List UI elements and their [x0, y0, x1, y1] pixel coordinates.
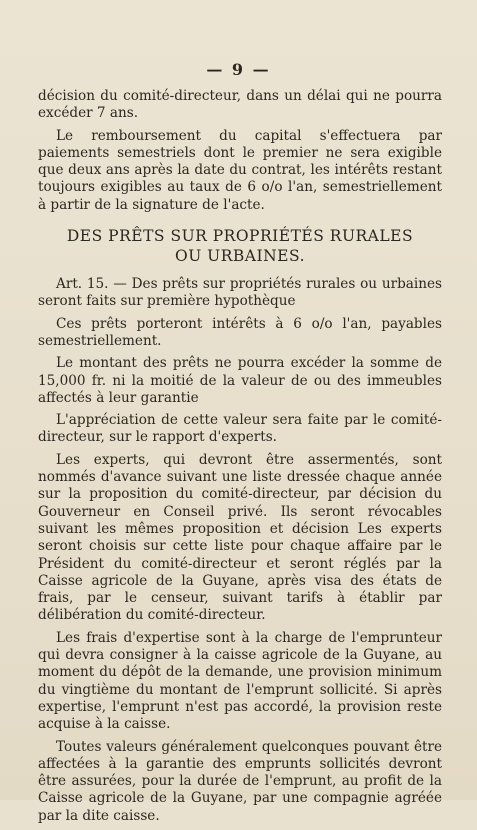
paragraph: décision du comité-directeur, dans un délai qui ne pourra excéder 7 ans. — [38, 88, 442, 122]
paragraph: Les experts, qui devront être assermentés, sont nommés d'avance suivant une liste dressée chaque année sur la proposition du comité-directeur, par décision du Gouverneur en Conseil privé. Ils seront révocables suivant les mêmes proposition et décision Les experts seront choisis sur cette liste pour chaque affaire par le Président du comité-directeur et seront réglés par la Caisse agricole de la Guyane, après visa des états de frais, par le censeur, suivant tarifs à établir par délibération du comité-directeur. — [38, 451, 442, 624]
section-heading — [38, 226, 442, 266]
section-heading-line: DES PRÊTS SUR PROPRIÉTÉS RURALES — [66, 227, 414, 246]
paragraph: Ces prêts porteront intérêts à 6 o/o l'an, payables semestriellement. — [38, 315, 442, 349]
paragraph: Les frais d'expertise sont à la charge de l'emprunteur qui devra consigner à la caisse agricole de la Guyane, au moment du dépôt de la demande, une provision minimum du vingtième du montant de l'emprunt sollicité. Si après expertise, l'emprunt n'est pas accordé, la provision reste acquise à la caisse. — [38, 629, 442, 733]
page-body — [38, 88, 442, 830]
paragraph: Le montant des prêts ne pourra excéder la somme de 15,000 fr. ni la moitié de la valeur de ou des immeubles affectés à leur garantie — [38, 355, 442, 406]
paragraph: Le remboursement du capital s'effectuera par paiements semestriels dont le premier ne sera exigible que deux ans après la date du contrat, les intérêts restant toujours exigibles au taux de 6 o/o l'an, semestriellement à partir de la signature de l'acte. — [38, 127, 442, 213]
paragraph: Toutes valeurs généralement quelconques pouvant être affectées à la garantie des emprunts sollicités devront être assurées, pour la durée de l'emprunt, au profit de la Caisse agricole de la Guyane, par une compagnie agréée par la dite caisse. — [38, 738, 442, 824]
paragraph: Art. 15. — Des prêts sur propriétés rurales ou urbaines seront faits sur première hypothèque — [38, 276, 442, 310]
page-number: — 9 — — [206, 60, 271, 79]
section-heading-line: OU URBAINES. — [174, 247, 305, 266]
paragraph: L'appréciation de cette valeur sera faite par le comité-directeur, sur le rapport d'experts. — [38, 412, 442, 446]
